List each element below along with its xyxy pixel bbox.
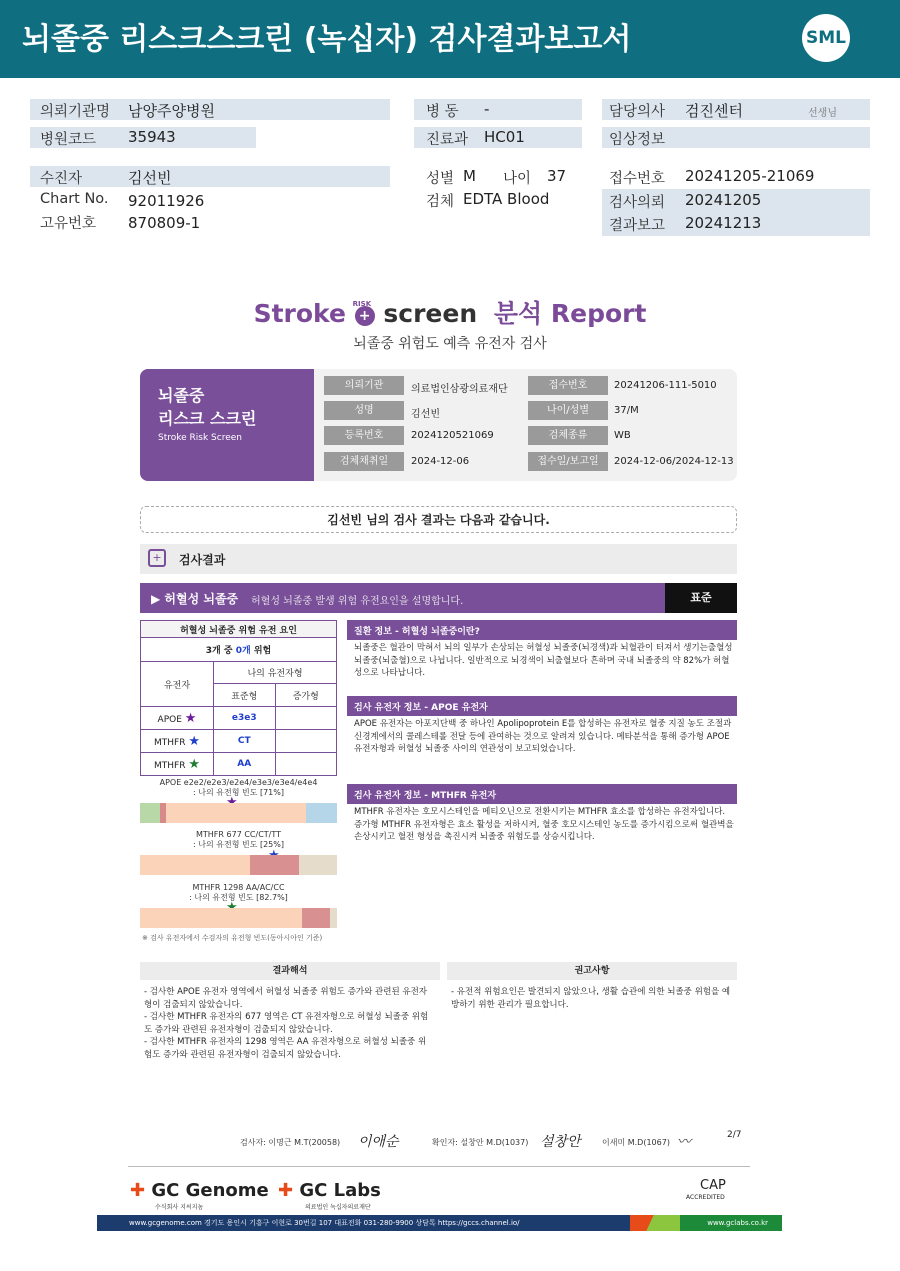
signer-3: 이새미 M.D(1067) — [602, 1138, 670, 1147]
chart-label: Chart No. — [40, 191, 109, 207]
panel-bar — [140, 583, 665, 613]
interp-text: - 검사한 APOE 유전자 영역에서 허혈성 뇌졸중 위험도 증가와 관련된 유전자형이 검출되지 않았습니다. - 검사한 MTHFR 유전자의 677 영역은 CT 유전자형으로 허혈성 뇌졸중 위험도 증가와 관련된 유전자형이 검출되지 않았습니다. - 검사한 MTHFR 유전자의 1298 영역은 AA 유전자형으로 허혈성 뇌졸중 위험도 증가와 관련된 유전자형이 검출되지 않았습니다. — [144, 987, 429, 1060]
section-title: 검사결과 — [179, 553, 226, 567]
medical-folder-icon: + — [148, 549, 166, 567]
info-heading: 검사 유전자 정보 - APOE 유전자 — [347, 696, 737, 716]
info-text: APOE 유전자는 아포지단백 중 하나인 Apolipoprotein E를 합성하는 유전자로 혈중 지질 농도 조절과신경계에서의 콜레스테롤 전달 등에 관여하는 것으로 알려져 있습니다. 메타분석을 통해 증가형 APOE 유전자형과 허혈성 뇌졸중 사이의 연관성이 보고되었습니다. — [354, 719, 732, 754]
std-header: 표준형 — [214, 684, 276, 707]
star-icon: ★ — [184, 710, 197, 726]
card-label: 검체채취일 — [324, 452, 404, 471]
req-date-label: 검사의뢰 — [609, 195, 666, 211]
clinical-label: 임상정보 — [609, 132, 666, 148]
panel-title: ▶ 허혈성 뇌졸중 — [151, 592, 239, 606]
cap-sub: ACCREDITED — [686, 1194, 725, 1201]
req-inst: 남양주양병원 — [128, 102, 215, 120]
patient-label: 수진자 — [40, 171, 83, 187]
signer-2: 확인자: 설창안 M.D(1037) — [432, 1138, 529, 1147]
card-label: 성명 — [324, 401, 404, 420]
freq-bar-apoe — [140, 803, 337, 823]
my-genotype-header: 나의 유전자형 — [214, 662, 337, 684]
footer-right: www.gclabs.co.kr — [680, 1215, 782, 1231]
star-icon: ★ — [188, 733, 200, 749]
info-bar — [30, 166, 390, 187]
ward-label: 병 동 — [426, 104, 459, 120]
dept: HC01 — [484, 128, 525, 146]
sml-logo: SML — [802, 14, 850, 62]
doctor-suffix: 선생님 — [808, 108, 837, 119]
rec-text: - 유전적 위험요인은 발견되지 않았으나, 생활 습관에 의한 뇌졸중 위험을 예방하기 위한 관리가 필요합니다. — [451, 987, 731, 1010]
report-main-title: Stroke + RISK screen 분석 Report — [253, 299, 647, 328]
table-row: MTHFR ★ AA — [141, 753, 337, 776]
gc-genome-sub: 수식회사 지씨지놈 — [155, 1204, 204, 1211]
footer-divider — [128, 1166, 750, 1167]
patient: 김선빈 — [128, 169, 172, 187]
signature-3: 〰︎ — [677, 1134, 691, 1150]
gc-labs-sub: 의료법인 녹십자의료재단 — [305, 1204, 371, 1211]
card-value: WB — [614, 430, 631, 441]
signature-2: 설창안 — [540, 1134, 581, 1150]
card-label: 등록번호 — [324, 426, 404, 445]
risk-count: 3개 중 0개 위험 — [141, 638, 337, 662]
freq-caption: MTHFR 677 CC/CT/TT : 나의 유전형 빈도 [25%] — [193, 830, 284, 849]
report-date-label: 결과보고 — [609, 218, 666, 234]
inc-header: 증가형 — [275, 684, 337, 707]
card-label: 나이/성별 — [528, 401, 608, 420]
card-label: 검체종류 — [528, 426, 608, 445]
panel-desc: 허혈성 뇌졸중 발생 위험 유전요인을 설명합니다. — [251, 596, 464, 607]
freq-note: ※ 검사 유전자에서 수검자의 유전형 빈도(동아시아인 기준) — [142, 934, 323, 942]
signer-1: 검사자: 이명근 M.T(20058) — [240, 1138, 341, 1147]
gene-header: 유전자 — [141, 662, 214, 707]
gc-genome-logo: ✚ GC Genome — [130, 1180, 269, 1201]
freq-caption: APOE e2e2/e2e3/e2e4/e3e3/e3e4/e4e4 : 나의 유전형 빈도 [71%] — [159, 778, 318, 797]
unique-label: 고유번호 — [40, 216, 97, 232]
page-number: 2/7 — [727, 1130, 742, 1140]
card-label: 접수일/보고일 — [528, 452, 608, 471]
ward: - — [484, 100, 490, 118]
dept-label: 진료과 — [426, 132, 469, 148]
card-label: 의뢰기관 — [324, 376, 404, 395]
interp-heading: 결과해석 — [140, 962, 440, 980]
sex: M — [463, 167, 476, 185]
card-value: 2024120521069 — [411, 430, 494, 441]
hosp-code-label: 병원코드 — [40, 132, 97, 148]
rec-heading: 권고사항 — [447, 962, 737, 980]
specimen: EDTA Blood — [463, 190, 550, 208]
card-title-block — [140, 369, 314, 481]
info-heading: 질환 정보 - 허혈성 뇌졸중이란? — [347, 620, 737, 640]
req-date: 20241205 — [685, 191, 762, 209]
card-value: 2024-12-06 — [411, 456, 470, 467]
doctor: 검진센터 — [685, 102, 743, 120]
report-title: 뇌졸중 리스크스크린 (녹십자) 검사결과보고서 — [22, 22, 632, 57]
info-text: 뇌졸중은 혈관이 막혀서 뇌의 일부가 손상되는 허혈성 뇌졸중(뇌경색)과 뇌혈관이 터져서 생기는출혈성 뇌졸중(뇌출혈)으로 나뉩니다. 일반적으로 뇌경색이 뇌출혈보다 흔하며 국내 뇌졸중의 약 82%가 허혈성으로 나타납니다. — [354, 643, 733, 678]
card-title-3: Stroke Risk Screen — [158, 433, 242, 443]
card-value: 김선빈 — [411, 409, 440, 420]
receipt: 20241205-21069 — [685, 167, 815, 185]
hosp-code: 35943 — [128, 128, 176, 146]
table-row: MTHFR ★ CT — [141, 730, 337, 753]
cross-icon: ✚ — [278, 1180, 294, 1201]
specimen-label: 검체 — [426, 194, 455, 210]
freq-bar-mthfr1298 — [140, 908, 337, 928]
card-value: 2024-12-06/2024-12-13 — [614, 456, 734, 467]
card-value: 37/M — [614, 405, 639, 416]
age: 37 — [547, 167, 567, 185]
genotype-table — [140, 620, 337, 776]
age-label: 나이 — [503, 171, 532, 187]
star-icon: ★ — [188, 756, 200, 772]
freq-caption: MTHFR 1298 AA/AC/CC : 나의 유전형 빈도 [82.7%] — [189, 883, 288, 902]
receipt-label: 접수번호 — [609, 171, 666, 187]
card-label: 접수번호 — [528, 376, 608, 395]
chart-no: 92011926 — [128, 192, 205, 210]
table-row: APOE ★ e3e3 — [141, 707, 337, 730]
card-value: 의료법인삼광의료재단 — [411, 384, 508, 395]
greeting: 김선빈 님의 검사 결과는 다음과 같습니다. — [140, 506, 737, 533]
report-date: 20241213 — [685, 214, 762, 232]
section-bar — [140, 544, 737, 574]
cross-icon: ✚ — [130, 1180, 146, 1201]
unique-no: 870809-1 — [128, 214, 201, 232]
card-title-1: 뇌졸중 — [158, 386, 205, 405]
gc-labs-logo: ✚ GC Labs — [278, 1180, 381, 1201]
signature-1: 이애순 — [358, 1134, 399, 1150]
doctor-label: 담당의사 — [609, 104, 666, 120]
freq-bar-mthfr677 — [140, 855, 337, 875]
report-subtitle: 뇌졸중 위험도 예측 유전자 검사 — [353, 336, 547, 352]
plus-icon: + RISK — [355, 306, 375, 326]
standard-badge: 표준 — [665, 583, 737, 613]
footer-bar: www.gcgenome.com 경기도 용인시 기흥구 이현로 30번길 107 대표전화 031-280-9900 상담톡 https://gccs.channel.io/ — [97, 1215, 782, 1231]
info-text: MTHFR 유전자는 호모시스테인을 메티오닌으로 전환시키는 MTHFR 효소를 합성하는 유전자입니다. 증가형 MTHFR 유전자형은 효소 활성을 저하시켜, 혈중 호모시스테인 농도를 증가시킴으로써 혈관벽을 손상시키고 혈전 형성을 촉진시켜 뇌졸중 위험도를 상승시킵니다. — [354, 807, 734, 842]
info-heading: 검사 유전자 정보 - MTHFR 유전자 — [347, 784, 737, 804]
req-inst-label: 의뢰기관명 — [40, 104, 111, 120]
card-value: 20241206-111-5010 — [614, 380, 717, 391]
table-head: 허혈성 뇌졸중 위험 유전 요인 — [141, 621, 337, 638]
cap-logo: CAP — [700, 1178, 726, 1193]
sex-label: 성별 — [426, 171, 455, 187]
card-title-2: 리스크 스크린 — [158, 409, 257, 428]
